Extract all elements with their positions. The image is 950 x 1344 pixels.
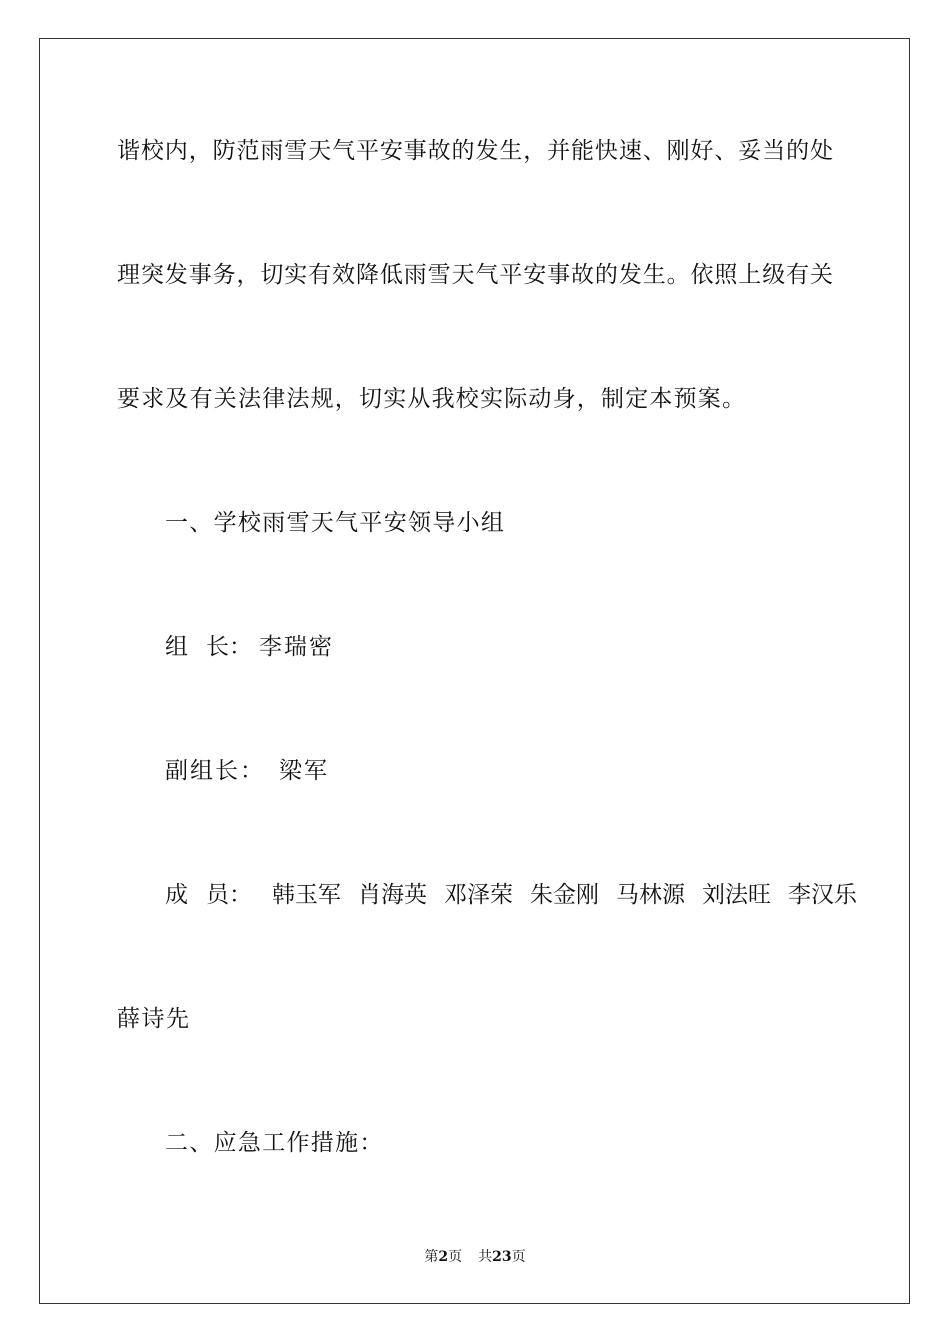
paragraph-line-2: 理突发事务，切实有效降低雨雪天气平安事故的发生。依照上级有关 [117, 262, 833, 288]
leader-label [165, 632, 255, 662]
member-name-continued: 薛诗先 [117, 1006, 191, 1032]
deputy-leader-name: 梁军 [279, 758, 329, 784]
members-row [165, 880, 857, 910]
member-name: 朱金刚 [530, 882, 599, 908]
members-label-part1: 成 [165, 882, 188, 908]
members-label-part2: 员： [206, 882, 252, 908]
page-border [39, 38, 910, 1304]
page-footer [0, 1247, 950, 1267]
members-list [272, 882, 857, 908]
paragraph-line-3: 要求及有关法律法规，切实从我校实际动身，制定本预案。 [117, 386, 747, 412]
footer-page-unit: 页 [448, 1249, 463, 1265]
footer-total-pages: 23 [492, 1249, 512, 1265]
footer-current-page: 2 [438, 1249, 449, 1265]
footer-prefix: 第 [424, 1249, 439, 1265]
paragraph-line-1: 谐校内，防范雨雪天气平安事故的发生，并能快速、刚好、妥当的处 [117, 138, 833, 164]
footer-total-unit: 页 [511, 1249, 526, 1265]
member-name: 李汉乐 [788, 882, 857, 908]
section-heading-leadership-group: 一、学校雨雪天气平安领导小组 [165, 510, 506, 536]
deputy-leader-label: 副组长： [165, 758, 265, 784]
member-name: 邓泽荣 [444, 882, 513, 908]
leader-name: 李瑞密 [259, 634, 334, 660]
section-heading-emergency-measures: 二、应急工作措施： [165, 1130, 384, 1156]
leader-row [165, 632, 334, 662]
members-label [165, 880, 252, 910]
member-name: 肖海英 [358, 882, 427, 908]
member-name: 刘法旺 [702, 882, 771, 908]
deputy-leader-row [165, 756, 329, 786]
footer-total-prefix: 共 [478, 1249, 493, 1265]
member-name: 韩玉军 [272, 882, 341, 908]
leader-label-part1: 组 [165, 634, 188, 660]
leader-label-part2: 长： [206, 634, 252, 660]
member-name: 马林源 [616, 882, 685, 908]
